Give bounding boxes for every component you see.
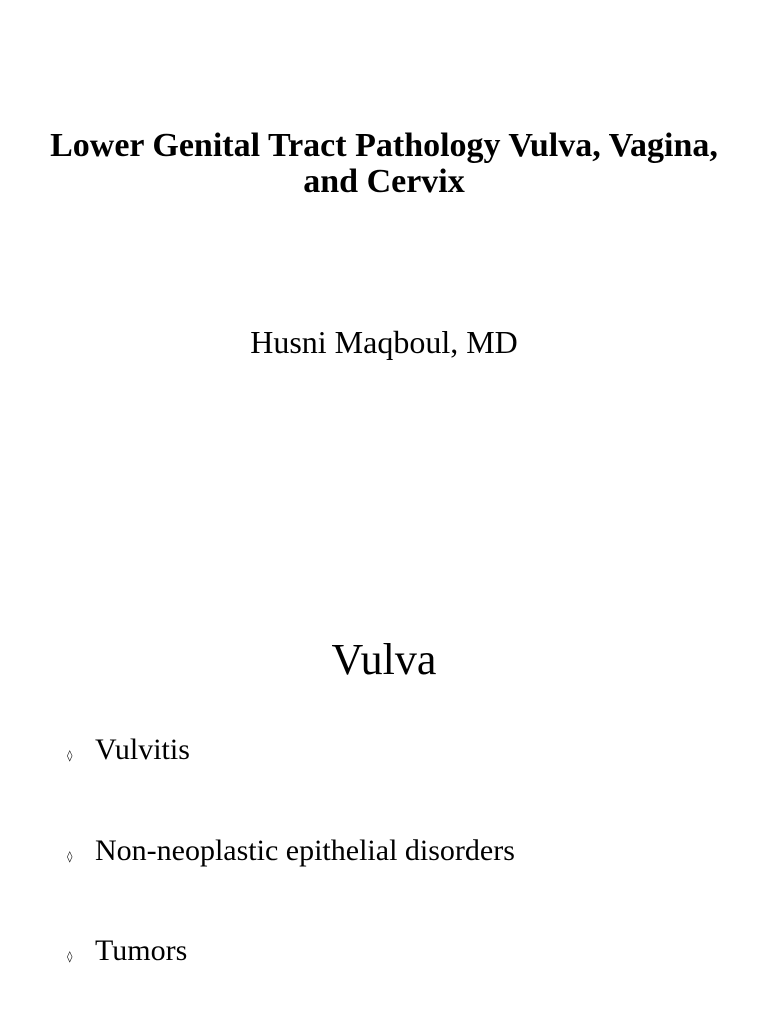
slide-heading: Vulva [331, 635, 437, 684]
diamond-bullet-icon: ◊ [67, 749, 73, 762]
bullet-text: Non-neoplastic epithelial disorders [95, 834, 515, 867]
list-item [0, 931, 768, 971]
bullet-text: Vulvitis [95, 733, 190, 766]
slide-vulva [0, 512, 768, 1024]
diamond-bullet-icon: ◊ [67, 850, 73, 863]
list-item [0, 831, 768, 871]
slide-title-heading: Lower Genital Tract Pathology Vulva, Vagina, and Cervix [50, 127, 718, 200]
list-item [0, 730, 768, 770]
author-name: Husni Maqboul, MD [250, 324, 518, 360]
diamond-bullet-icon: ◊ [67, 950, 73, 963]
bullet-text: Tumors [95, 934, 188, 967]
